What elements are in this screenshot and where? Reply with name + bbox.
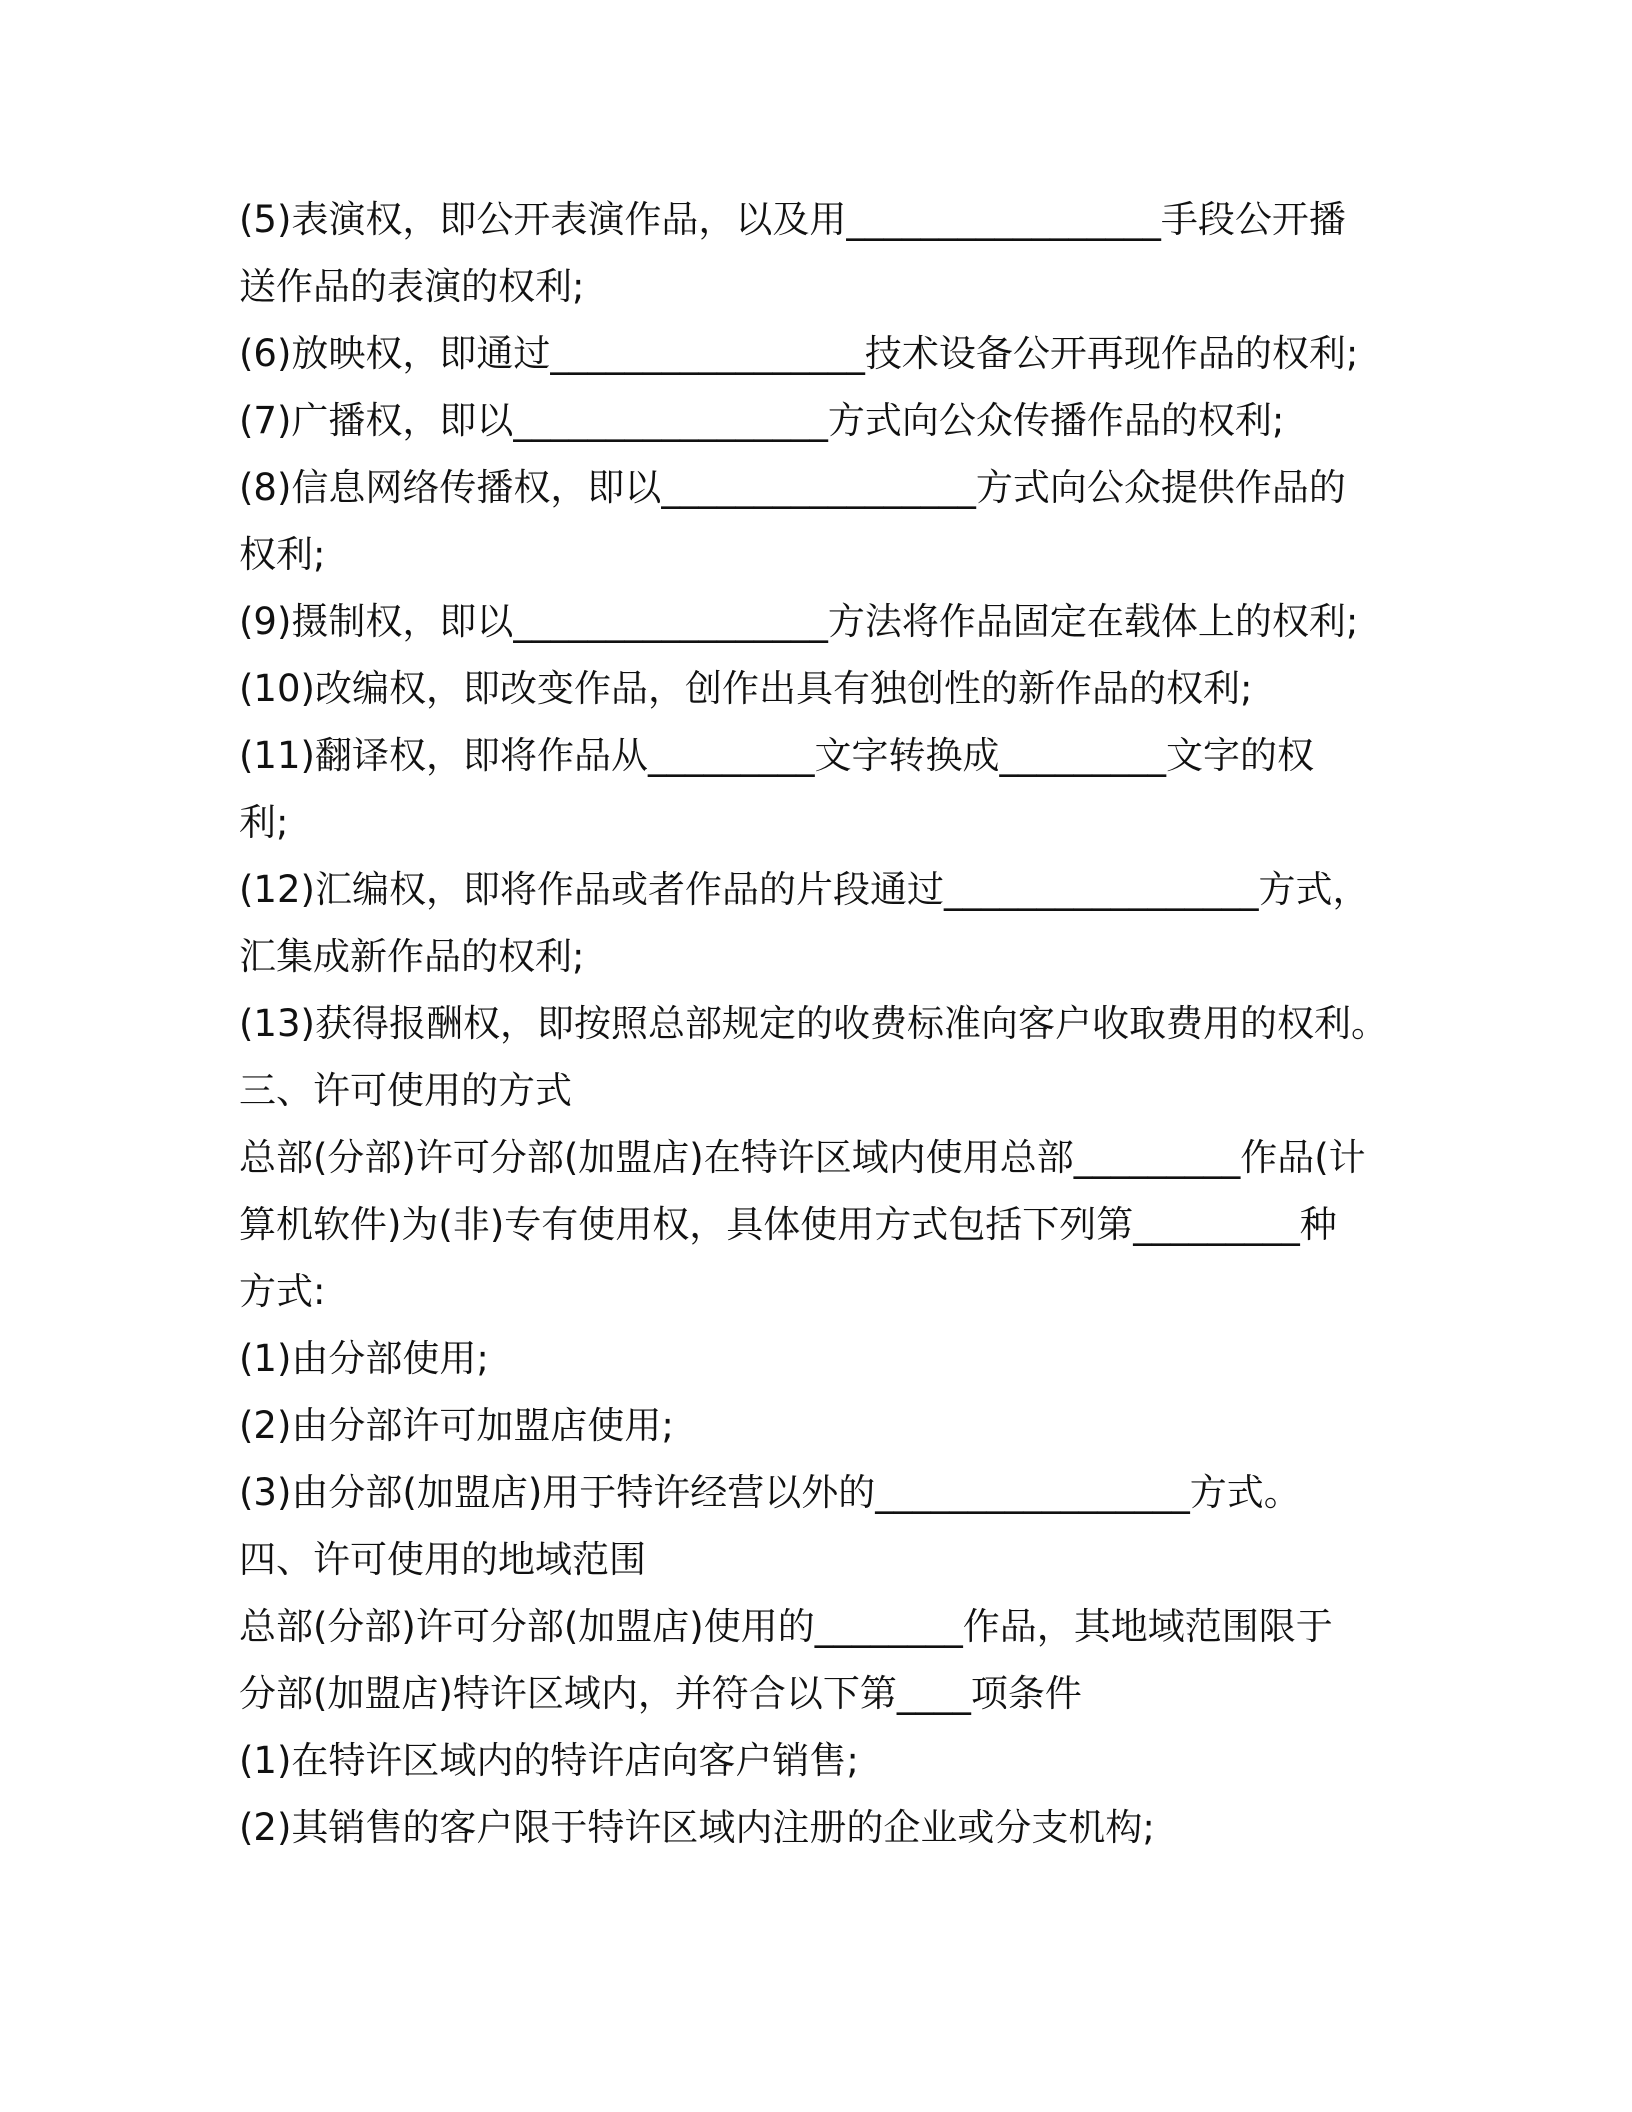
clause-7-broadcast-right: (7)广播权，即以_________________方式向公众传播作品的权利; (239, 399, 1285, 442)
section-3-item-3: (3)由分部(加盟店)用于特许经营以外的_________________方式。 (239, 1471, 1301, 1514)
clause-13-remuneration-right: (13)获得报酬权，即按照总部规定的收费标准向客户收取费用的权利。 (239, 1002, 1388, 1045)
clause-9-filming-right: (9)摄制权，即以_________________方法将作品固定在载体上的权利; (239, 600, 1359, 643)
section-4-paragraph-line-1: 总部(分部)许可分部(加盟店)使用的________作品，其地域范围限于 (239, 1605, 1333, 1648)
section-4-heading: 四、许可使用的地域范围 (239, 1538, 646, 1581)
clause-11-translation-right: (11)翻译权，即将作品从_________文字转换成_________文字的权 (239, 734, 1314, 777)
clause-11-continuation: 利; (239, 801, 289, 844)
section-4-paragraph-line-2: 分部(加盟店)特许区域内，并符合以下第____项条件 (239, 1672, 1082, 1715)
section-4-item-2: (2)其销售的客户限于特许区域内注册的企业或分支机构; (239, 1806, 1155, 1849)
clause-5-continuation: 送作品的表演的权利; (239, 265, 585, 308)
clause-6-screening-right: (6)放映权，即通过_________________技术设备公开再现作品的权利; (239, 332, 1359, 375)
clause-12-continuation: 汇集成新作品的权利; (239, 935, 585, 978)
document-body (239, 186, 1399, 1861)
clause-10-adaptation-right: (10)改编权，即改变作品，创作出具有独创性的新作品的权利; (239, 667, 1253, 710)
section-3-item-2: (2)由分部许可加盟店使用; (239, 1404, 674, 1447)
section-3-paragraph-line-3: 方式: (239, 1270, 326, 1313)
section-3-heading: 三、许可使用的方式 (239, 1069, 572, 1112)
section-4-item-1: (1)在特许区域内的特许店向客户销售; (239, 1739, 859, 1782)
section-3-paragraph-line-1: 总部(分部)许可分部(加盟店)在特许区域内使用总部_________作品(计 (239, 1136, 1366, 1179)
clause-8-continuation: 权利; (239, 533, 326, 576)
clause-5-performance-right: (5)表演权，即公开表演作品，以及用_________________手段公开播 (239, 198, 1346, 241)
clause-8-network-right: (8)信息网络传播权，即以_________________方式向公众提供作品的 (239, 466, 1346, 509)
clause-12-compilation-right: (12)汇编权，即将作品或者作品的片段通过_________________方式， (239, 868, 1370, 911)
section-3-item-1: (1)由分部使用; (239, 1337, 489, 1380)
section-3-paragraph-line-2: 算机软件)为(非)专有使用权，具体使用方式包括下列第_________种 (239, 1203, 1337, 1246)
